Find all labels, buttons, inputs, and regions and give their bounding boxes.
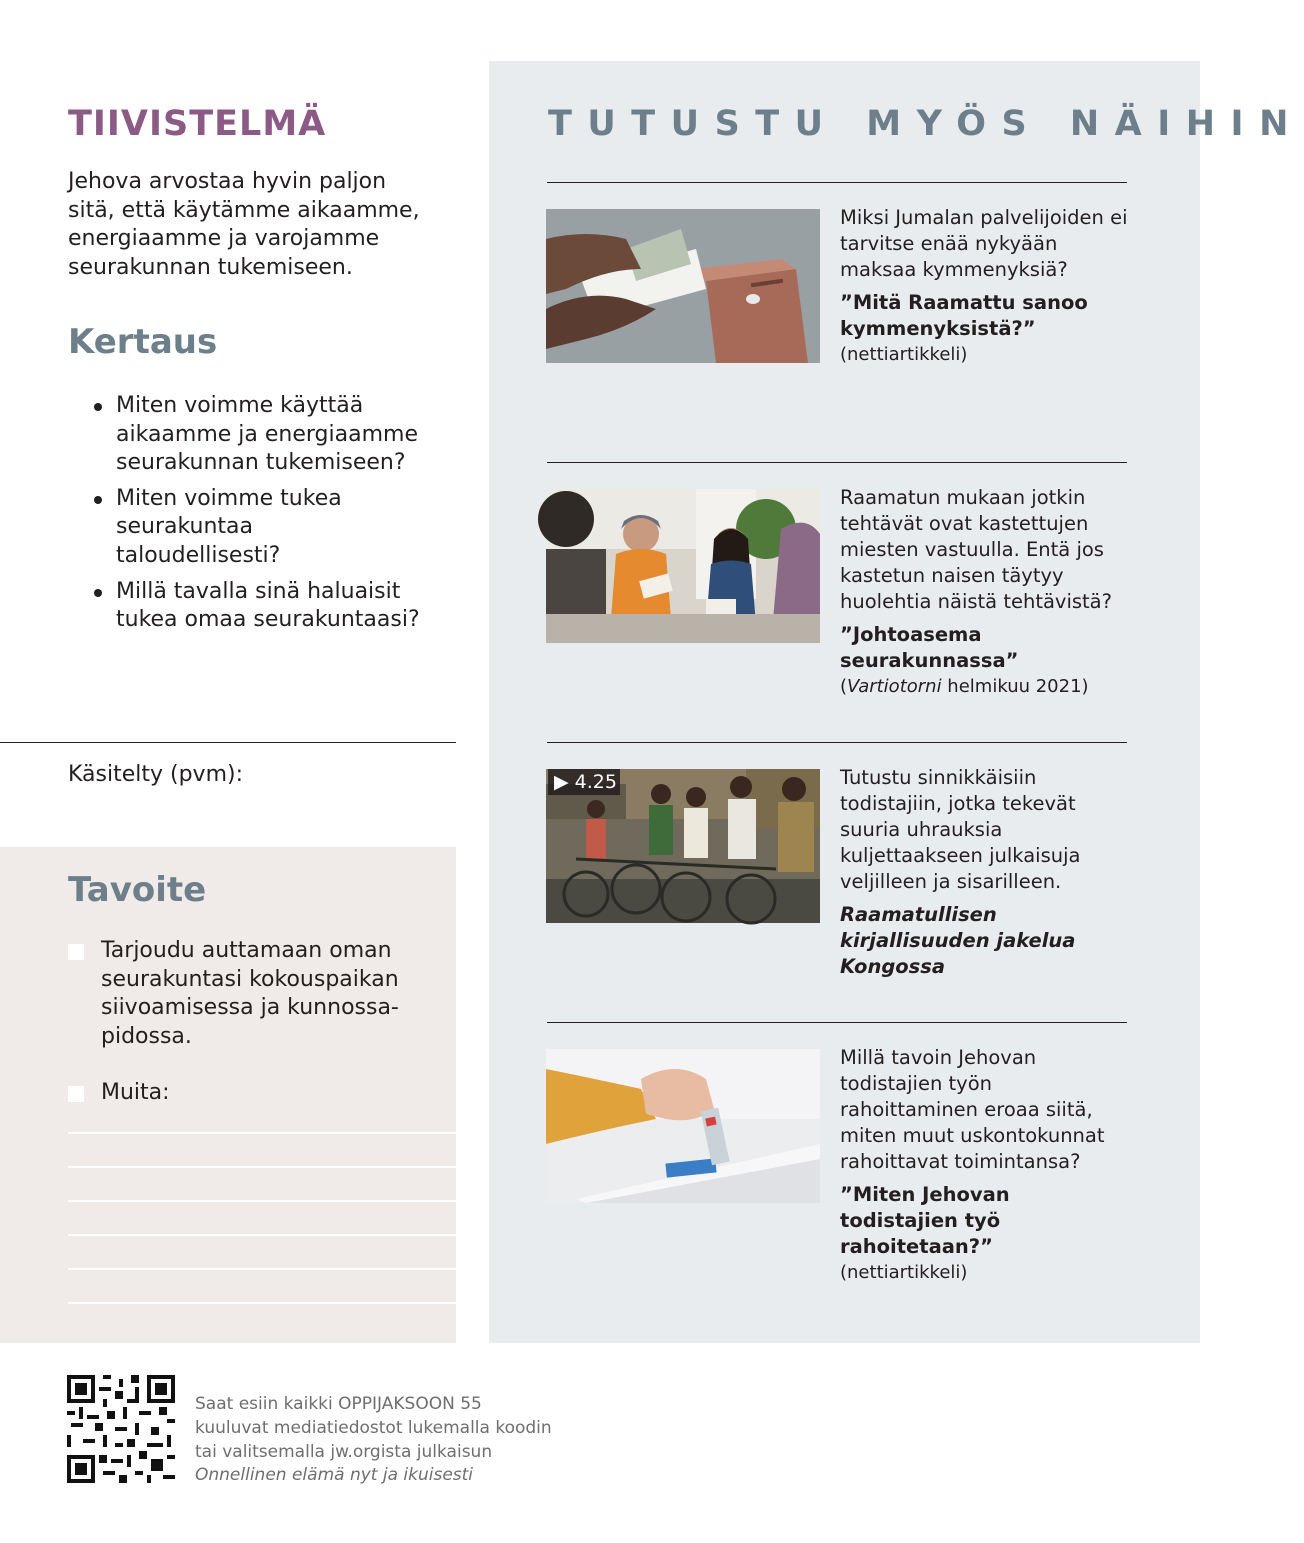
related-item — [840, 205, 1130, 368]
related-item — [840, 1045, 1130, 1286]
contribution-box-image[interactable] — [546, 1049, 820, 1203]
related-title-link[interactable]: Raamatullisen kirjallisuuden jakelua Kongossa — [840, 903, 1076, 978]
divider — [547, 1022, 1127, 1023]
divider — [547, 462, 1127, 463]
goal-item-text: Tarjoudu auttamaan oman seurakuntasi kokouspaikan siivoamisessa ja kunnossa-pidossa. — [101, 938, 399, 1049]
divider — [547, 182, 1127, 183]
date-label: Käsitelty (pvm): — [68, 762, 244, 787]
writing-line[interactable] — [68, 1132, 456, 1134]
related-note: (nettiartikkeli) — [840, 1262, 968, 1283]
related-title-link[interactable]: ”Johtoasema seurakunnassa” — [840, 623, 1019, 672]
footer-line: Saat esiin kaikki OPPIJAKSOON 55 — [195, 1394, 482, 1414]
goal-item-text: Muita: — [101, 1080, 170, 1105]
goal-heading: Tavoite — [68, 870, 207, 910]
review-item: Miten voimme käyttää aikaamme ja energiaamme seurakunnan tukemiseen? — [92, 392, 422, 478]
divider — [547, 742, 1127, 743]
related-item — [840, 485, 1130, 700]
bible-study-image[interactable] — [546, 489, 820, 643]
related-description: Tutustu sinnikkäisiin todistajiin, jotka tekevät suuria uhrauksia kuljettaakseen julkaisuja veljilleen ja sisarilleen. — [840, 766, 1081, 893]
writing-line[interactable] — [68, 1268, 456, 1270]
footer-line: kuuluvat mediatiedostot lukemalla koodin — [195, 1417, 552, 1438]
related-item — [840, 765, 1130, 980]
related-description: Miksi Jumalan palvelijoiden ei tarvitse enää nykyään maksaa kymmenyksiä? — [840, 206, 1128, 281]
review-heading: Kertaus — [68, 322, 218, 362]
review-item: Miten voimme tukea seurakuntaa taloudellisesti? — [92, 485, 422, 571]
summary-text: Jehova arvostaa hyvin paljon sitä, että käytämme aikaamme, energiaamme ja varojamme seurakunnan tukemiseen. — [68, 169, 420, 280]
video-length-badge[interactable] — [548, 769, 620, 795]
related-note: (Vartiotorni helmikuu 2021) — [840, 676, 1089, 697]
writing-line[interactable] — [68, 1200, 456, 1202]
writing-line[interactable] — [68, 1302, 456, 1304]
writing-line[interactable] — [68, 1234, 456, 1236]
related-description: Raamatun mukaan jotkin tehtävät ovat kastettujen miesten vastuulla. Entä jos kastetun naisen täytyy huolehtia näistä tehtävistä? — [840, 486, 1112, 613]
qr-code[interactable] — [67, 1375, 175, 1483]
related-heading: TUTUSTU MYÖS NÄIHIN — [548, 104, 1304, 144]
video-length: 4.25 — [574, 771, 617, 793]
divider — [0, 742, 456, 743]
related-title-link[interactable]: ”Miten Jehovan todistajien työ rahoitetaan?” — [840, 1183, 1010, 1258]
summary-heading: TIIVISTELMÄ — [68, 104, 327, 144]
related-title-link[interactable]: ”Mitä Raamattu sanoo kymmenyksistä?” — [840, 291, 1088, 340]
goal-checkbox[interactable] — [68, 944, 84, 960]
publication-title: Onnellinen elämä nyt ja ikuisesti — [195, 1465, 474, 1486]
review-item: Millä tavalla sinä haluaisit tukea omaa seurakuntaasi? — [92, 578, 422, 635]
donation-image[interactable] — [546, 209, 820, 363]
goal-checkbox[interactable] — [68, 1086, 84, 1102]
related-note: (nettiartikkeli) — [840, 344, 968, 365]
footer-text — [195, 1393, 575, 1488]
review-list — [92, 392, 422, 642]
related-description: Millä tavoin Jehovan todistajien työn rahoittaminen eroaa siitä, miten muut uskontokunnat rahoittavat toimintansa? — [840, 1046, 1105, 1173]
play-icon: ▶ — [554, 771, 569, 793]
footer-line: tai valitsemalla jw.orgista julkaisun — [195, 1441, 493, 1462]
writing-line[interactable] — [68, 1166, 456, 1168]
